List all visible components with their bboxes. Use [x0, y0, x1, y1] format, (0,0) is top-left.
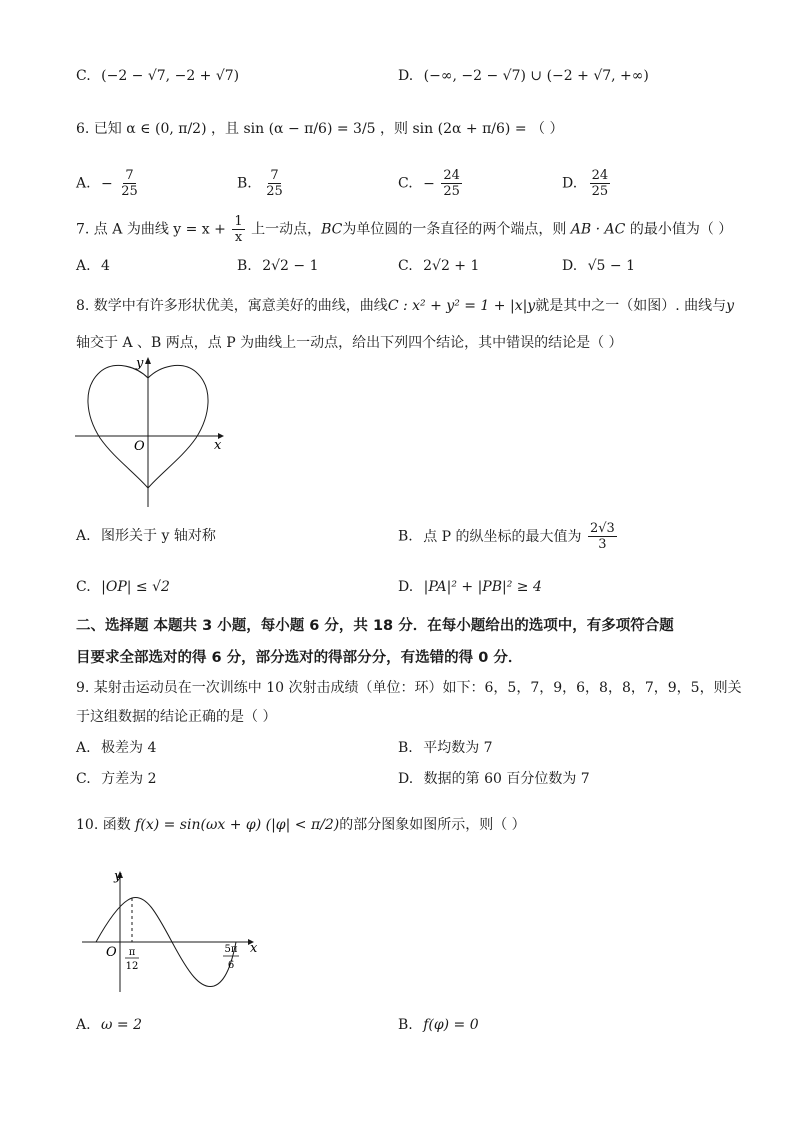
- q9-option-b[interactable]: [398, 738, 493, 758]
- q6-option-sign: −: [101, 175, 113, 192]
- q10-tick1-den: 12: [125, 961, 139, 972]
- q10-fig-y-label: y: [114, 869, 122, 884]
- q8-option-text: 图形关于 y 轴对称: [101, 528, 216, 544]
- q5-option-d-label: D.: [398, 68, 414, 84]
- q8-y: y: [726, 298, 735, 314]
- q6-stem: [76, 119, 563, 139]
- q7-stem-b: 上一动点，: [251, 221, 322, 238]
- q5-option-c-label: C.: [76, 68, 91, 84]
- q7-option-label: C.: [398, 258, 413, 274]
- q7-vector-product: AB · AC: [570, 221, 626, 238]
- q6-option-c[interactable]: [398, 168, 464, 199]
- q10-option-label: B.: [398, 1017, 413, 1033]
- q8-option-label: B.: [398, 528, 413, 545]
- q8-option-b[interactable]: [398, 521, 619, 552]
- q6-stem-b: ，且 sin: [211, 121, 265, 137]
- q8-option-text: 点 P 的纵坐标的最大值为: [423, 528, 582, 545]
- q10-option-b[interactable]: [398, 1015, 479, 1035]
- q6-stem-a: 6. 已知 α ∈: [76, 121, 151, 137]
- q8-option-d[interactable]: [398, 577, 542, 597]
- q8-option-label: C.: [76, 579, 91, 595]
- q10-tick1-num: π: [128, 947, 136, 958]
- q10-stem-a: 10. 函数: [76, 817, 131, 833]
- q10-condition: (|φ| < π/2): [265, 817, 340, 833]
- q10-function: f(x) = sin(ωx + φ): [135, 817, 262, 833]
- q8-option-text: |PA|² + |PB|² ≥ 4: [423, 579, 542, 595]
- q5-option-d-text: (−∞, −2 − √7) ∪ (−2 + √7, +∞): [423, 68, 649, 84]
- q8-heart-figure: [70, 352, 230, 512]
- q8-equation: C : x² + y² = 1 + |x|y: [387, 298, 536, 314]
- q5-option-c[interactable]: [76, 66, 239, 86]
- q8-option-a[interactable]: [76, 526, 216, 546]
- q8-option-fraction: $\frac{2√3}{3}$: [589, 521, 615, 552]
- q7-option-b[interactable]: [237, 256, 318, 276]
- q6-option-sign: −: [423, 175, 435, 192]
- q7-option-a[interactable]: [76, 256, 110, 276]
- q6-option-b[interactable]: [237, 168, 287, 199]
- q7-fraction: $\frac{1}{x}$: [234, 214, 243, 245]
- q10-option-text: f(φ) = 0: [423, 1017, 479, 1033]
- q7-option-text: 2√2 + 1: [423, 258, 480, 274]
- q10-sine-figure: [76, 864, 266, 994]
- q8-fig-y-label: y: [136, 356, 144, 371]
- q8-option-label: A.: [76, 528, 91, 544]
- section2-heading-line1: 二、选择题 本题共 3 小题，每小题 6 分，共 18 分．在每小题给出的选项中，有多项符合题: [76, 618, 674, 634]
- q5-option-d[interactable]: [398, 66, 649, 86]
- q9-option-a[interactable]: [76, 738, 156, 758]
- q8-option-label: D.: [398, 579, 414, 595]
- q9-option-text: 平均数为 7: [423, 740, 493, 756]
- q9-stem-line2: 于这组数据的结论正确的是（ ）: [76, 709, 277, 725]
- q7-stem-d: 的最小值为（ ）: [629, 221, 733, 238]
- q9-option-label: D.: [398, 771, 414, 787]
- q6-option-a[interactable]: [76, 168, 142, 199]
- q10-stem: [76, 815, 526, 835]
- q10-option-text: ω = 2: [101, 1017, 142, 1033]
- q9-option-label: A.: [76, 740, 91, 756]
- q7-stem-c: 为单位圆的一条直径的两个端点，则: [342, 221, 567, 238]
- q7-stem-a: 7. 点 A 为曲线 y = x +: [76, 221, 226, 238]
- q6-option-fraction: $\frac{7}{25}$: [266, 168, 283, 199]
- q9-stem-line1: 9. 某射击运动员在一次训练中 10 次射击成绩（单位：环）如下：6，5，7，9，6，8，8，7，9，5，则关: [76, 680, 742, 696]
- q10-option-a[interactable]: [76, 1015, 142, 1035]
- section2-heading-line2: 目要求全部选对的得 6 分，部分选对的得部分分，有选错的得 0 分．: [76, 650, 523, 666]
- q10-tick2-num: 5π: [224, 944, 238, 955]
- q6-option-label: A.: [76, 175, 91, 192]
- q9-option-text: 方差为 2: [101, 771, 157, 787]
- q8-stem-line1: [76, 296, 734, 316]
- q6-option-d[interactable]: [562, 168, 612, 199]
- q6-option-fraction: $\frac{7}{25}$: [121, 168, 138, 199]
- q7-option-label: A.: [76, 258, 91, 274]
- q9-option-label: B.: [398, 740, 413, 756]
- q7-option-label: B.: [237, 258, 252, 274]
- q10-fig-x-label: x: [250, 941, 258, 956]
- q7-option-text: 2√2 − 1: [262, 258, 319, 274]
- q10-tick2-den: 6: [227, 960, 235, 971]
- q8-option-c[interactable]: [76, 577, 170, 597]
- q9-option-d[interactable]: [398, 769, 590, 789]
- q10-stem-b: 的部分图象如图所示，则（ ）: [339, 817, 526, 833]
- q8-y-arrow: [145, 357, 151, 364]
- q7-stem: [76, 214, 732, 245]
- q7-option-text: 4: [101, 258, 110, 274]
- q6-target: (2α + π/6): [437, 121, 511, 137]
- q6-option-label: B.: [237, 175, 252, 192]
- q9-option-text: 数据的第 60 百分位数为 7: [423, 771, 590, 787]
- q5-option-c-text: (−2 − √7, −2 + √7): [101, 68, 240, 84]
- q8-stem-b: 就是其中之一（如图）. 曲线与: [535, 298, 727, 314]
- q7-option-label: D.: [562, 258, 578, 274]
- q8-stem-a: 8. 数学中有许多形状优美，寓意美好的曲线，曲线: [76, 298, 388, 314]
- q6-stem-c: ，则 sin: [380, 121, 434, 137]
- q7-bc: BC: [321, 221, 343, 238]
- q9-option-label: C.: [76, 771, 91, 787]
- q9-option-text: 极差为 4: [101, 740, 157, 756]
- q6-stem-d: = （ ）: [514, 121, 564, 137]
- q8-fig-x-label: x: [214, 438, 222, 453]
- q8-option-text: |OP| ≤ √2: [101, 579, 170, 595]
- q7-option-c[interactable]: [398, 256, 479, 276]
- q9-option-c[interactable]: [76, 769, 156, 789]
- q6-option-fraction: $\frac{24}{25}$: [443, 168, 460, 199]
- q10-fig-origin-label: O: [106, 945, 117, 960]
- q8-fig-origin-label: O: [134, 439, 145, 454]
- q6-option-label: D.: [562, 175, 578, 192]
- q6-option-fraction: $\frac{24}{25}$: [591, 168, 609, 199]
- q7-option-d[interactable]: [562, 256, 635, 276]
- q7-option-text: √5 − 1: [587, 258, 636, 274]
- q6-option-label: C.: [398, 175, 413, 192]
- q6-condition: (α − π/6) = 3/5: [268, 121, 376, 137]
- q8-stem-line2: 轴交于 A 、B 两点，点 P 为曲线上一动点，给出下列四个结论，其中错误的结论是（ ）: [76, 335, 623, 351]
- q6-interval: (0, π/2): [154, 121, 207, 137]
- q10-option-label: A.: [76, 1017, 91, 1033]
